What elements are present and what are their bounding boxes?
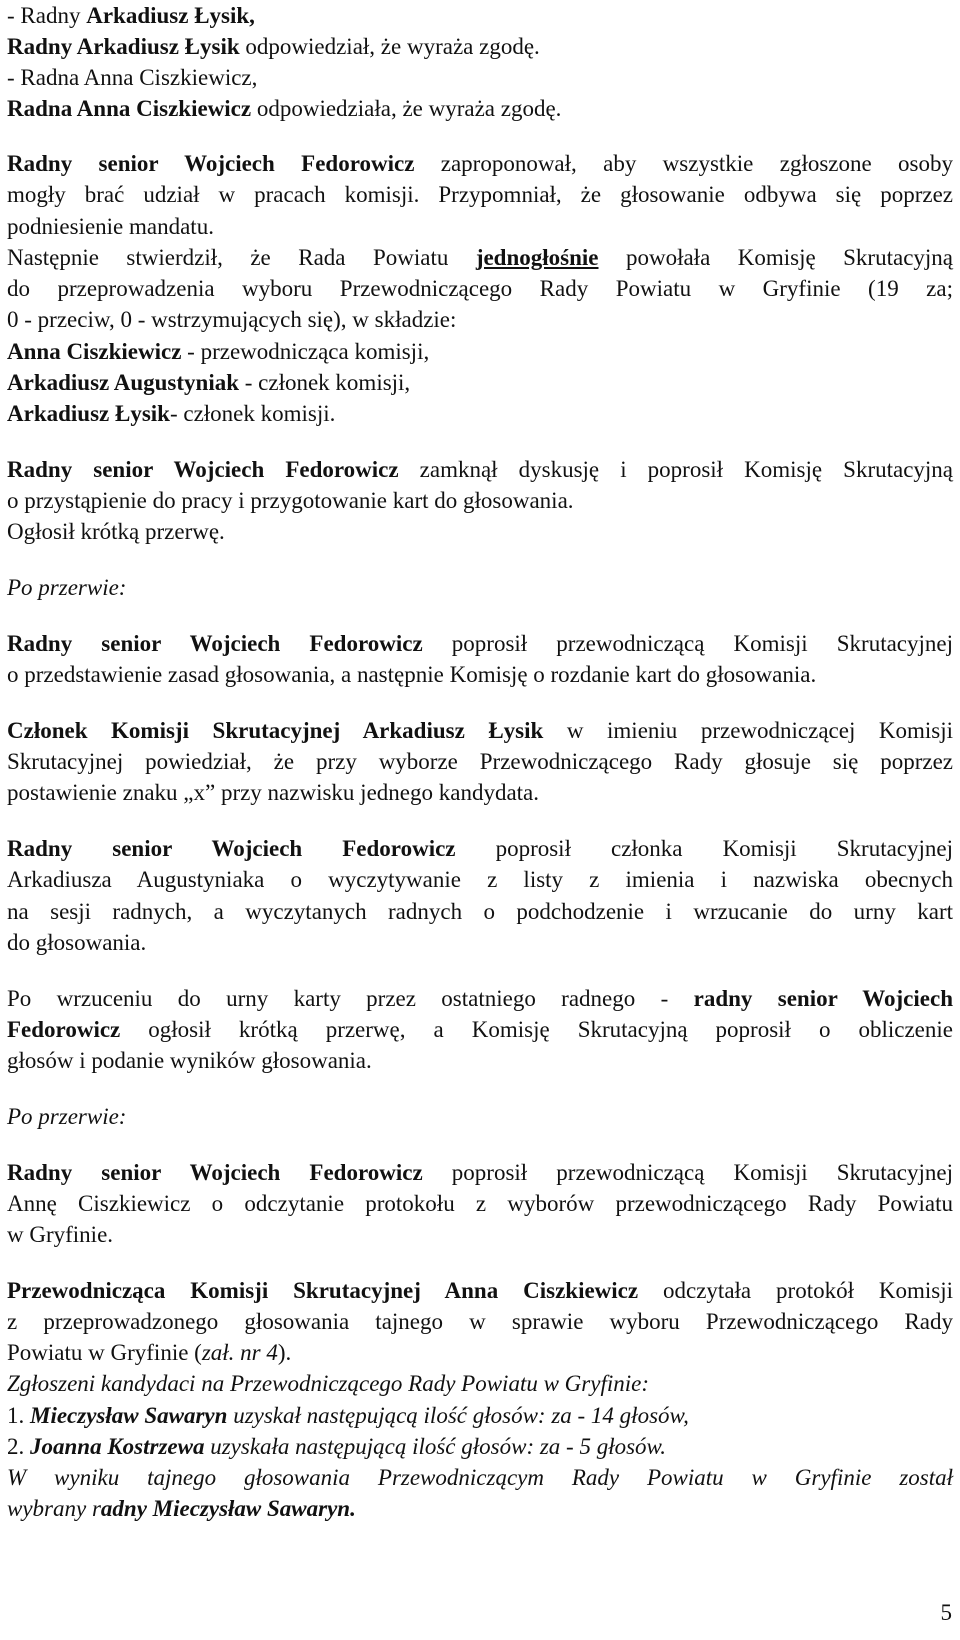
italic-text-run: Po przerwie: xyxy=(7,1104,127,1129)
text-run: zamknął dyskusję i poprosił Komisję Skrutacyjną xyxy=(398,457,954,482)
text-run: Arkadiusza Augustyniaka o wyczytywanie z listy z imienia i nazwiska obecnych xyxy=(7,867,953,892)
text-line xyxy=(7,864,953,896)
text-run: z przeprowadzonego głosowania tajnego w sprawie wyboru Przewodniczącego Rady xyxy=(7,1309,953,1334)
text-line xyxy=(7,398,953,430)
text-run: o przystąpienie do pracy i przygotowanie kart do głosowania. xyxy=(7,488,574,513)
text-line xyxy=(7,1014,953,1046)
text-run: Następnie stwierdził, że Rada Powiatu xyxy=(7,245,476,270)
bold-text-run: Arkadiusz Augustyniak xyxy=(7,370,239,395)
bold-text-run: Arkadiusz Łysik, xyxy=(86,3,255,28)
bold-text-run: jednogłośnie xyxy=(475,245,599,270)
text-run: poprosił przewodniczącą Komisji Skrutacyjnej xyxy=(422,631,953,656)
text-line xyxy=(7,659,953,691)
text-run: do głosowania. xyxy=(7,930,147,955)
text-run: - członek komisji, xyxy=(239,370,411,395)
text-run: do przeprowadzenia wyboru Przewodniczącego Rady Powiatu w Gryfinie (19 za; xyxy=(7,276,953,301)
text-line xyxy=(7,983,953,1015)
bold-text-run: Członek Komisji Skrutacyjnej Arkadiusz Łysik xyxy=(7,718,544,743)
text-line xyxy=(7,896,953,928)
text-run: ogłosił krótką przerwę, a Komisję Skrutacyjną poprosił o obliczenie xyxy=(120,1017,953,1042)
text-line xyxy=(7,211,953,243)
text-line xyxy=(7,1493,953,1525)
text-line xyxy=(7,93,953,125)
text-run: zaproponował, aby wszystkie zgłoszone osoby xyxy=(414,151,953,176)
text-line xyxy=(7,336,953,368)
text-line xyxy=(7,367,953,399)
text-line xyxy=(7,833,953,865)
text-run: postawienie znaku „x” przy nazwisku jednego kandydata. xyxy=(7,780,539,805)
italic-text-run: Zgłoszeni kandydaci na Przewodniczącego Rady Powiatu w Gryfinie: xyxy=(7,1371,649,1396)
text-run: Annę Ciszkiewicz o odczytanie protokołu z wyborów przewodniczącego Rady Powiatu xyxy=(7,1191,953,1216)
italic-text-run: W wyniku tajnego głosowania Przewodniczącym Rady Powiatu w Gryfinie został xyxy=(7,1465,953,1490)
text-run: Ogłosił krótką przerwę. xyxy=(7,519,225,544)
italic-text-run: uzyskał następującą ilość głosów: za - 14 głosów, xyxy=(227,1403,689,1428)
text-run: odczytała protokół Komisji xyxy=(638,1278,953,1303)
text-line xyxy=(7,179,953,211)
text-run: 2. xyxy=(7,1434,30,1459)
bold-text-run: Radny senior Wojciech Fedorowicz xyxy=(7,1160,423,1185)
text-run: - Radny xyxy=(7,3,87,28)
text-run: ). xyxy=(277,1340,292,1365)
italic-text-run: Po przerwie: xyxy=(7,575,127,600)
text-line xyxy=(7,1275,953,1307)
text-line xyxy=(7,628,953,660)
bold-text-run: Przewodnicząca Komisji Skrutacyjnej Anna Ciszkiewicz xyxy=(7,1278,639,1303)
text-run: - członek komisji. xyxy=(169,401,336,426)
bold-text-run: radny senior Wojciech xyxy=(693,986,953,1011)
text-line xyxy=(7,1157,953,1189)
text-line xyxy=(7,485,953,517)
bold-text-run: Radny senior Wojciech Fedorowicz xyxy=(7,836,456,861)
text-line xyxy=(7,148,953,180)
text-line xyxy=(7,1337,953,1369)
bold-text-run: Fedorowicz xyxy=(7,1017,121,1042)
text-run: na sesji radnych, a wyczytanych radnych o podchodzenie i wrzucanie do urny kart xyxy=(7,899,953,924)
text-line xyxy=(7,1219,953,1251)
text-line xyxy=(7,1188,953,1220)
bold-text-run: Radna Anna Ciszkiewicz xyxy=(7,96,252,121)
text-line xyxy=(7,746,953,778)
text-run: w imieniu przewodniczącej Komisji xyxy=(543,718,954,743)
text-line xyxy=(7,273,953,305)
text-run: - przewodnicząca komisji, xyxy=(181,339,430,364)
text-line xyxy=(7,454,953,486)
bold-text-run: Arkadiusz Łysik xyxy=(7,401,170,426)
text-line xyxy=(7,1306,953,1338)
text-run: odpowiedział, że wyraża zgodę. xyxy=(239,34,540,59)
text-line xyxy=(7,1368,953,1400)
text-line xyxy=(7,242,953,274)
text-run: Powiatu w Gryfinie ( xyxy=(7,1340,202,1365)
bold-text-run: Mieczysław Sawaryn xyxy=(30,1403,228,1428)
text-line xyxy=(7,304,953,336)
text-line xyxy=(7,1045,953,1077)
text-run: odpowiedziała, że wyraża zgodę. xyxy=(251,96,562,121)
text-run: 0 - przeciw, 0 - wstrzymujących się), w składzie: xyxy=(7,307,457,332)
bold-text-run: Anna Ciszkiewicz xyxy=(7,339,182,364)
text-line xyxy=(7,62,953,94)
text-line xyxy=(7,572,953,604)
bold-text-run: Radny senior Wojciech Fedorowicz xyxy=(7,631,423,656)
text-line xyxy=(7,1431,953,1463)
text-line xyxy=(7,0,953,32)
text-run: poprosił członka Komisji Skrutacyjnej xyxy=(455,836,953,861)
text-line xyxy=(7,1462,953,1494)
bold-text-run: Joanna Kostrzewa xyxy=(30,1434,205,1459)
text-run: mogły brać udział w pracach komisji. Przypomniał, że głosowanie odbywa się poprzez xyxy=(7,182,953,207)
text-run: - Radna Anna Ciszkiewicz, xyxy=(7,65,258,90)
text-run: głosów i podanie wyników głosowania. xyxy=(7,1048,372,1073)
text-line xyxy=(7,715,953,747)
text-line xyxy=(7,1101,953,1133)
text-run: podniesienie mandatu. xyxy=(7,214,214,239)
italic-text-run: zał. nr 4 xyxy=(201,1340,278,1365)
text-run: Skrutacyjnej powiedział, że przy wyborze Przewodniczącego Rady głosuje się poprzez xyxy=(7,749,953,774)
text-run: poprosił przewodniczącą Komisji Skrutacyjnej xyxy=(422,1160,953,1185)
text-run: powołała Komisję Skrutacyjną xyxy=(598,245,953,270)
text-line xyxy=(7,777,953,809)
text-line xyxy=(7,31,953,63)
text-line xyxy=(7,1400,953,1432)
bold-text-run: adny Mieczysław Sawaryn. xyxy=(100,1496,356,1521)
page-number: 5 xyxy=(940,1600,952,1625)
bold-text-run: Radny senior Wojciech Fedorowicz xyxy=(7,151,415,176)
text-run: w Gryfinie. xyxy=(7,1222,114,1247)
text-line xyxy=(7,516,953,548)
italic-text-run: wybrany r xyxy=(7,1496,101,1521)
bold-text-run: Radny senior Wojciech Fedorowicz xyxy=(7,457,399,482)
text-run: 1. xyxy=(7,1403,30,1428)
text-run: o przedstawienie zasad głosowania, a następnie Komisję o rozdanie kart do głosowania. xyxy=(7,662,817,687)
bold-text-run: Radny Arkadiusz Łysik xyxy=(7,34,240,59)
text-line xyxy=(7,927,953,959)
text-run: Po wrzuceniu do urny karty przez ostatniego radnego - xyxy=(7,986,694,1011)
italic-text-run: uzyskała następującą ilość głosów: za - 5 głosów. xyxy=(204,1434,666,1459)
